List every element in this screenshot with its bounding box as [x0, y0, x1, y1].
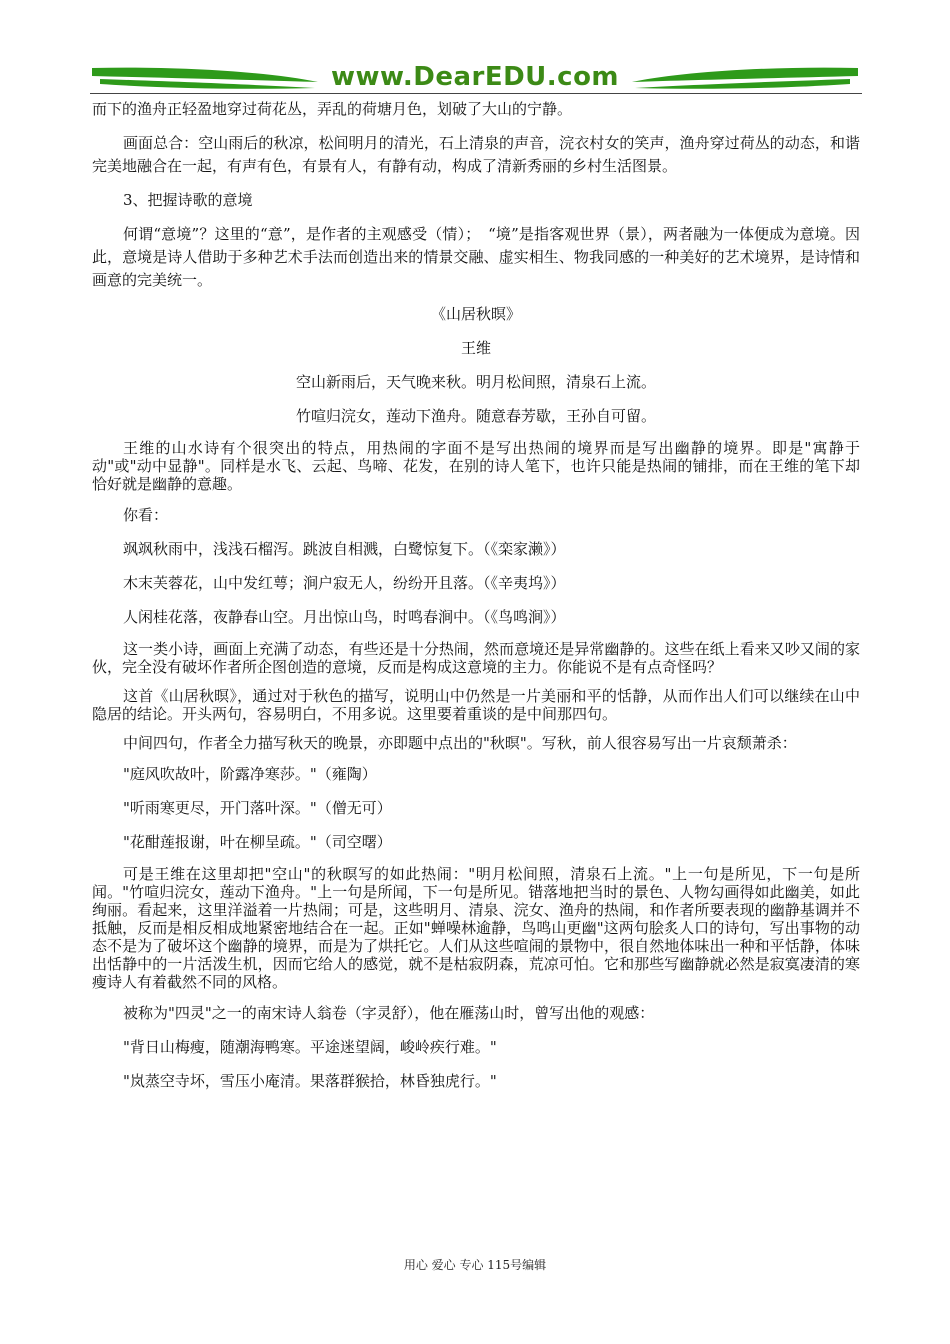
paragraph: 木末芙蓉花，山中发红萼；涧户寂无人，纷纷开且落。（《辛夷坞》） [123, 574, 566, 592]
poem-line: 竹喧归浣女，莲动下渔舟。随意春芳歇，王孙自可留。 [295, 407, 656, 425]
paragraph: 王维的山水诗有个很突出的特点，用热闹的字面不是写出热闹的境界而是写出幽静的境界。即是"寓静于动"或"动中显静"。同样是水飞、云起、鸟啼、花发，在别的诗人笔下，也许只能是热闹的铺排，而在王维的笔下却恰好就是幽静的意趣。 [92, 439, 860, 493]
page-footer: 用心 爱心 专心 115号编辑 [403, 1258, 547, 1272]
paragraph: 被称为"四灵"之一的南宋诗人翁卷（字灵舒），他在雁荡山时，曾写出他的观感： [123, 1004, 655, 1022]
paragraph: 可是王维在这里却把"空山"的秋暝写的如此热闹："明月松间照，清泉石上流。"上一句是所见，下一句是所闻。"竹喧归浣女，莲动下渔舟。"上一句是所闻，下一句是所见。错落地把当时的景色、人物勾画得如此幽美，如此绚丽。看起来，这里洋溢着一片热闹；可是，这些明月、清泉、浣女、渔舟的热闹，和作者所要表现的幽静基调并不抵触，反而是相反相成地紧密地结合在一起。正如"蝉噪林逾静，鸟鸣山更幽"这两句脍炙人口的诗句，写出事物的动态不是为了破坏这个幽静的境界，而是为了烘托它。人们从这些喧闹的景物中，很自然地体味出一种和平恬静，体味出恬静中的一片活泼生机，因而它给人的感觉，就不是枯寂阴森，荒凉可怕。它和那些写幽静就必然是寂寞凄清的寒瘦诗人有着截然不同的风格。 [92, 865, 860, 991]
paragraph: 中间四句，作者全力描写秋天的晚景，亦即题中点出的"秋暝"。写秋，前人很容易写出一片哀颓萧杀： [123, 734, 797, 752]
paragraph: "庭风吹故叶，阶露净寒莎。"（雍陶） [123, 765, 377, 783]
site-logo: www.DearEDU.com [330, 62, 620, 92]
paragraph: "花酣莲报谢，叶在柳呈疏。"（司空曙） [123, 833, 392, 851]
paragraph: 3、把握诗歌的意境 [123, 191, 253, 209]
paragraph: 这首《山居秋暝》，通过对于秋色的描写，说明山中仍然是一片美丽和平的恬静，从而作出人们可以继续在山中隐居的结论。开头两句，容易明白，不用多说。这里要着重谈的是中间那四句。 [92, 687, 860, 723]
paragraph: 而下的渔舟正轻盈地穿过荷花丛，弄乱的荷塘月色，划破了大山的宁静。 [92, 100, 573, 118]
paragraph: 人闲桂花落，夜静春山空。月出惊山鸟，时鸣春涧中。（《鸟鸣涧》） [123, 608, 566, 626]
paragraph: 何谓“意境”？这里的“意”，是作者的主观感受（情）； “境”是指客观世界（景），两者融为一体便成为意境。因此，意境是诗人借助于多种艺术手法而创造出来的情景交融、虚实相生、物我同感的一种美好的艺术境界，是诗情和画意的完美统一。 [92, 225, 860, 289]
paragraph: 画面总合：空山雨后的秋凉，松间明月的清光，石上清泉的声音，浣衣村女的笑声，渔舟穿过荷丛的动态，和谐完美地融合在一起，有声有色，有景有人，有静有动，构成了清新秀丽的乡村生活图景。 [92, 134, 860, 175]
document-body [92, 98, 860, 1104]
paragraph: "背日山梅瘦，随潮海鸭寒。平途迷望阔，峻岭疾行难。" [123, 1038, 497, 1056]
poem-line: 《山居秋暝》 [430, 305, 521, 323]
paragraph: 飒飒秋雨中，浅浅石榴泻。跳波自相溅，白鹭惊复下。（《栾家濑》） [123, 540, 566, 558]
header-rule [90, 93, 862, 94]
poem-line: 空山新雨后，天气晚来秋。明月松间照，清泉石上流。 [295, 373, 656, 391]
paragraph: 你看： [123, 506, 169, 524]
paragraph: 这一类小诗，画面上充满了动态，有些还是十分热闹，然而意境还是异常幽静的。这些在纸上看来又吵又闹的家伙，完全没有破坏作者所企图创造的意境，反而是构成这意境的主力。你能说不是有点奇怪吗？ [92, 640, 860, 676]
paragraph: "听雨寒更尽，开门落叶深。"（僧无可） [123, 799, 392, 817]
paragraph: "岚蒸空寺坏，雪压小庵清。果落群猴拾，林昏独虎行。" [123, 1072, 497, 1090]
page-header [0, 0, 950, 100]
poem-line: 王维 [460, 339, 491, 357]
